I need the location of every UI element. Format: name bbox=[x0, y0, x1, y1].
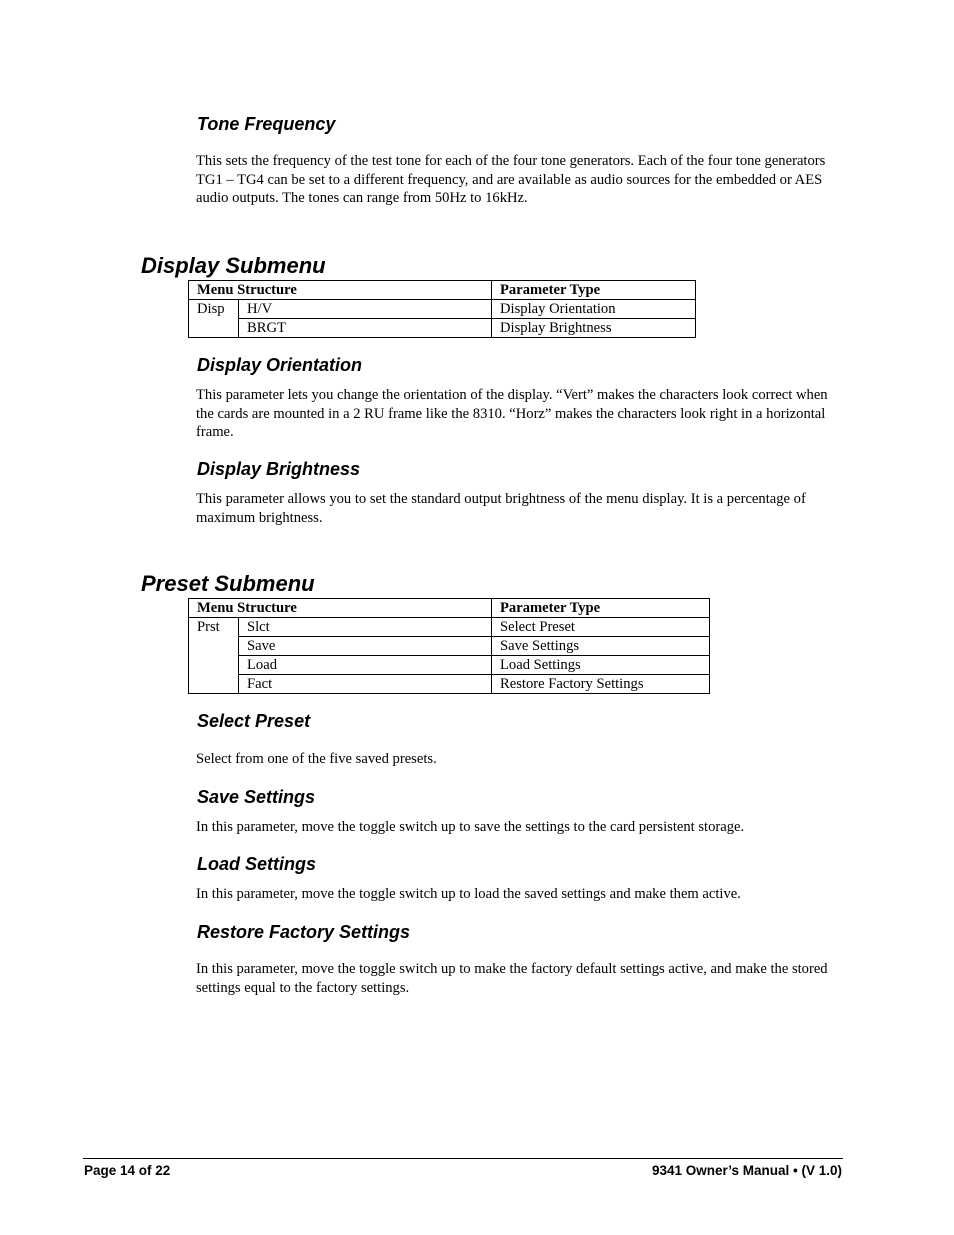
footer-divider bbox=[83, 1158, 843, 1159]
load-settings-text: In this parameter, move the toggle switch up to load the saved settings and make them active. bbox=[196, 886, 741, 902]
parameter-type-header: Parameter Type bbox=[492, 599, 710, 618]
menu-item-cell: Load bbox=[239, 656, 492, 675]
parameter-cell: Restore Factory Settings bbox=[492, 675, 710, 694]
menu-group-cell bbox=[189, 319, 239, 338]
menu-structure-header: Menu Structure bbox=[189, 281, 492, 300]
display-brightness-text: This parameter allows you to set the standard output brightness of the menu display. It is a percentage of maximum brightness. bbox=[196, 491, 806, 526]
menu-structure-header: Menu Structure bbox=[189, 599, 492, 618]
table-row bbox=[189, 656, 710, 675]
tone-frequency-heading: Tone Frequency bbox=[197, 114, 336, 134]
menu-item-cell: Slct bbox=[239, 618, 492, 637]
select-preset-text: Select from one of the five saved presets. bbox=[196, 751, 437, 767]
display-menu-table bbox=[188, 280, 696, 338]
menu-group-cell: Disp bbox=[189, 300, 239, 319]
menu-item-cell: Fact bbox=[239, 675, 492, 694]
menu-group-cell bbox=[189, 656, 239, 675]
restore-factory-text: In this parameter, move the toggle switch up to make the factory default settings active, and make the stored settings equal to the factory settings. bbox=[196, 961, 828, 996]
save-settings-heading: Save Settings bbox=[197, 787, 316, 807]
parameter-cell: Load Settings bbox=[492, 656, 710, 675]
parameter-cell: Save Settings bbox=[492, 637, 710, 656]
menu-item-cell: H/V bbox=[239, 300, 492, 319]
table-header-row bbox=[189, 281, 696, 300]
preset-menu-table bbox=[188, 598, 710, 694]
preset-submenu-heading: Preset Submenu bbox=[141, 571, 315, 596]
parameter-cell: Display Orientation bbox=[492, 300, 696, 319]
save-settings-text: In this parameter, move the toggle switch up to save the settings to the card persistent storage. bbox=[196, 819, 745, 835]
footer-page-number: Page 14 of 22 bbox=[84, 1163, 171, 1178]
restore-factory-heading: Restore Factory Settings bbox=[197, 922, 411, 942]
table-row bbox=[189, 637, 710, 656]
footer-manual-title: 9341 Owner’s Manual • (V 1.0) bbox=[651, 1163, 842, 1178]
menu-group-cell: Prst bbox=[189, 618, 239, 637]
parameter-cell: Select Preset bbox=[492, 618, 710, 637]
parameter-cell: Display Brightness bbox=[492, 319, 696, 338]
table-row bbox=[189, 300, 696, 319]
load-settings-heading: Load Settings bbox=[197, 854, 317, 874]
menu-group-cell bbox=[189, 675, 239, 694]
display-submenu-heading: Display Submenu bbox=[141, 253, 326, 278]
display-orientation-heading: Display Orientation bbox=[197, 355, 363, 375]
display-orientation-text: This parameter lets you change the orientation of the display. “Vert” makes the characters look correct when the cards are mounted in a 2 RU frame like the 8310. “Horz” makes the characters look right in a horizontal frame. bbox=[196, 387, 828, 440]
parameter-type-header: Parameter Type bbox=[492, 281, 696, 300]
display-brightness-heading: Display Brightness bbox=[197, 459, 361, 479]
menu-item-cell: Save bbox=[239, 637, 492, 656]
table-row bbox=[189, 319, 696, 338]
table-header-row bbox=[189, 599, 710, 618]
menu-group-cell bbox=[189, 637, 239, 656]
select-preset-heading: Select Preset bbox=[197, 711, 311, 731]
menu-item-cell: BRGT bbox=[239, 319, 492, 338]
table-row bbox=[189, 618, 710, 637]
table-row bbox=[189, 675, 710, 694]
tone-frequency-text: This sets the frequency of the test tone for each of the four tone generators. Each of the four tone generators TG1 – TG4 can be set to a different frequency, and are available as audio sources for the embedded or AES audio outputs. The tones can range from 50Hz to 16kHz. bbox=[196, 153, 826, 206]
